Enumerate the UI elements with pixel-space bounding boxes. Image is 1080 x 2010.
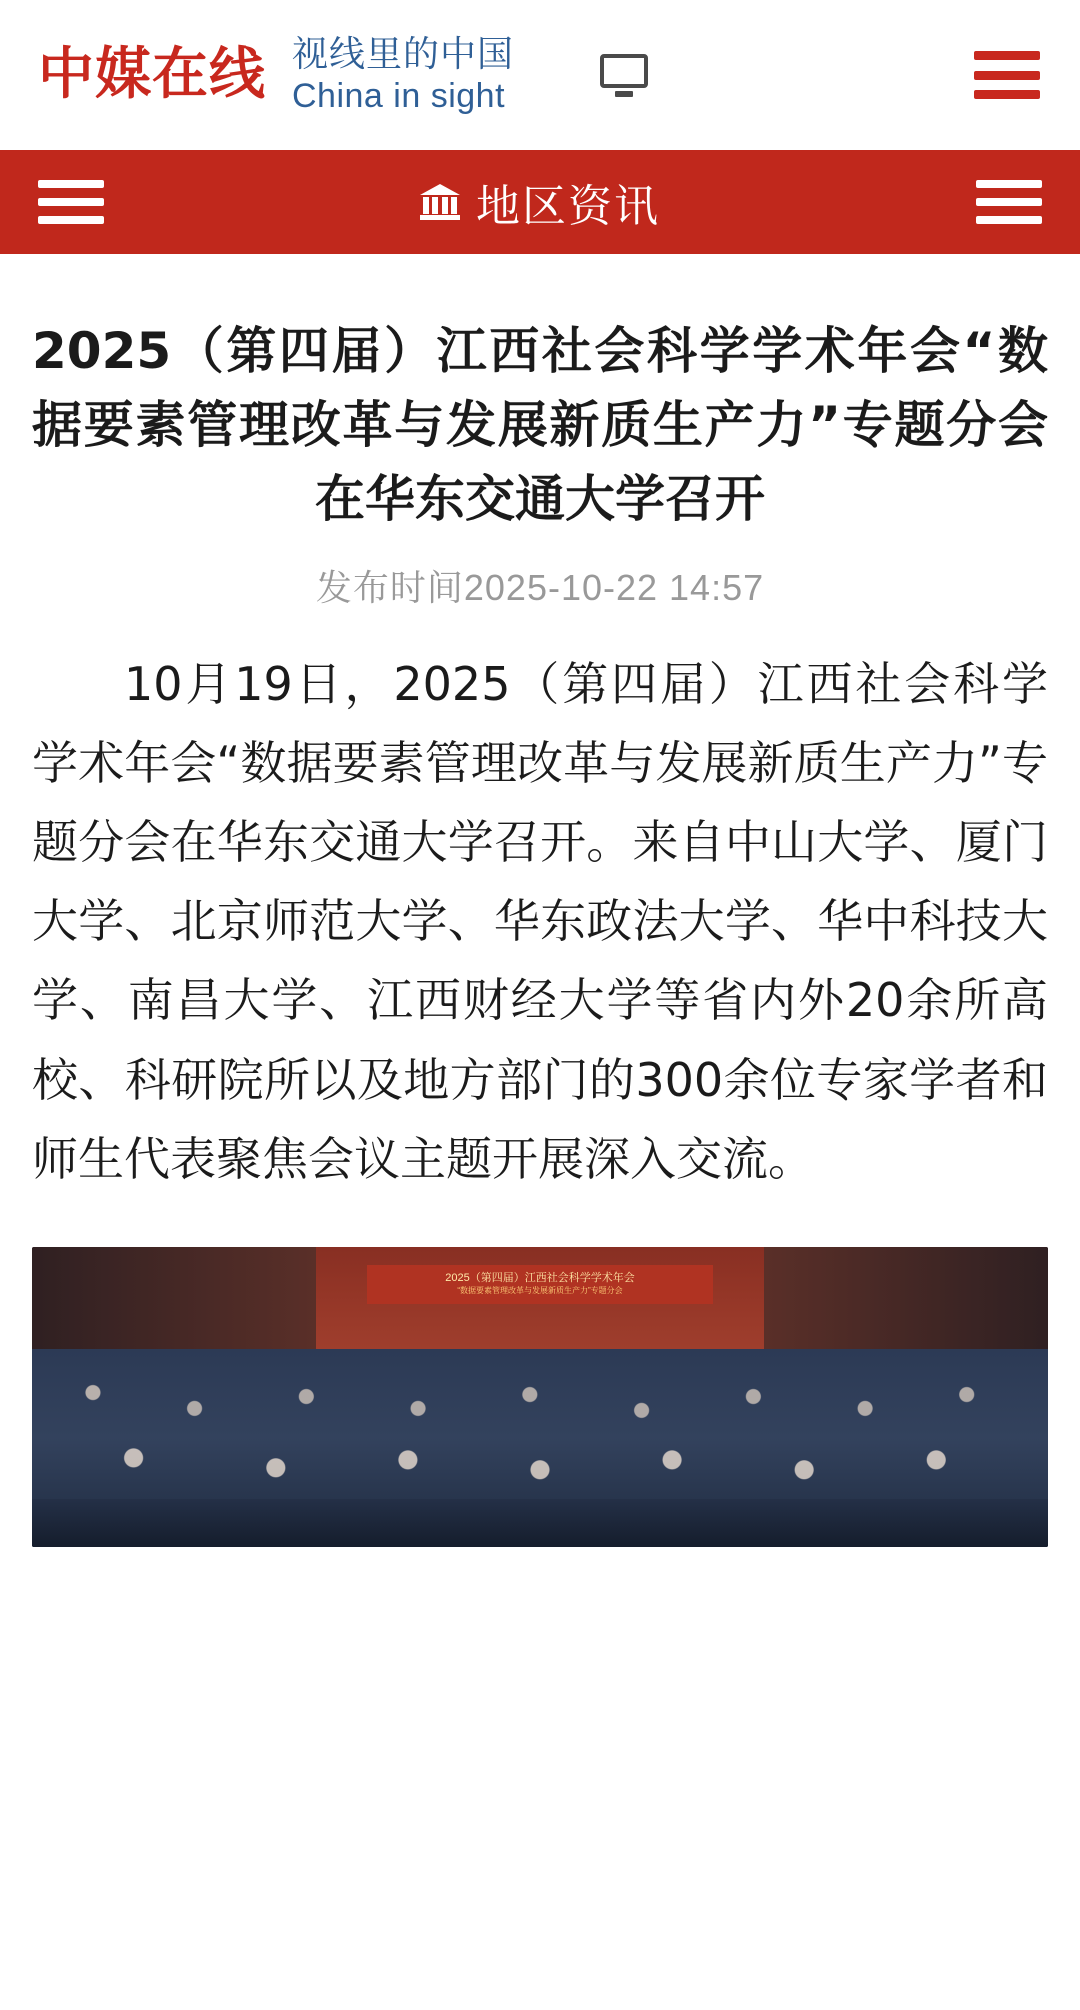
- slogan-english: China in sight: [292, 77, 506, 116]
- article-publish-time: 发布时间2025-10-22 14:57: [315, 567, 765, 608]
- photo-scene: [32, 1247, 1048, 1547]
- menu-bar-3: [976, 216, 1042, 224]
- navbar-left-menu-button[interactable]: [38, 180, 104, 224]
- menu-bar-1: [974, 51, 1040, 60]
- bank-base: [420, 215, 460, 220]
- menu-bar-1: [976, 180, 1042, 188]
- article-container: [0, 254, 1080, 1199]
- site-logo[interactable]: 中媒在线: [38, 42, 266, 107]
- site-header: [0, 0, 1080, 150]
- conference-hall-photo: [32, 1247, 1048, 1547]
- navbar-title-group: [420, 170, 660, 234]
- menu-bar-2: [974, 71, 1040, 80]
- bank-columns: [423, 197, 457, 214]
- slogan-chinese: 视线里的中国: [292, 33, 515, 75]
- menu-bar-3: [974, 90, 1040, 99]
- article-title: 2025（第四届）江西社会科学学术年会“数据要素管理改革与发展新质生产力”专题分会在华东交通大学召开: [32, 322, 1048, 528]
- section-title: 地区资讯: [476, 182, 660, 231]
- bank-roof: [420, 184, 460, 195]
- banner-line-1: 2025（第四届）江西社会科学学术年会: [445, 1272, 635, 1285]
- photo-stage-banner: [367, 1265, 712, 1304]
- site-slogan: [292, 32, 514, 117]
- monitor-screen: [600, 54, 648, 88]
- monitor-icon[interactable]: [600, 54, 648, 96]
- menu-bar-3: [38, 216, 104, 224]
- navbar-right-menu-button[interactable]: [976, 180, 1042, 224]
- menu-bar-2: [38, 198, 104, 206]
- menu-bar-1: [38, 180, 104, 188]
- banner-line-2: “数据要素管理改革与发展新质生产力”专题分会: [457, 1286, 623, 1296]
- header-menu-button[interactable]: [974, 51, 1040, 99]
- section-navbar: [0, 150, 1080, 254]
- bank-building-icon: [420, 184, 460, 220]
- menu-bar-2: [976, 198, 1042, 206]
- photo-floor: [32, 1499, 1048, 1547]
- monitor-stand: [615, 91, 633, 97]
- article-body-paragraph: 10月19日，2025（第四届）江西社会科学学术年会“数据要素管理改革与发展新质生产力”专题分会在华东交通大学召开。来自中山大学、厦门大学、北京师范大学、华东政法大学、华中科技大学、南昌大学、江西财经大学等省内外20余所高校、科研院所以及地方部门的300余位专家学者和师生代表聚焦会议主题开展深入交流。: [32, 657, 1048, 1186]
